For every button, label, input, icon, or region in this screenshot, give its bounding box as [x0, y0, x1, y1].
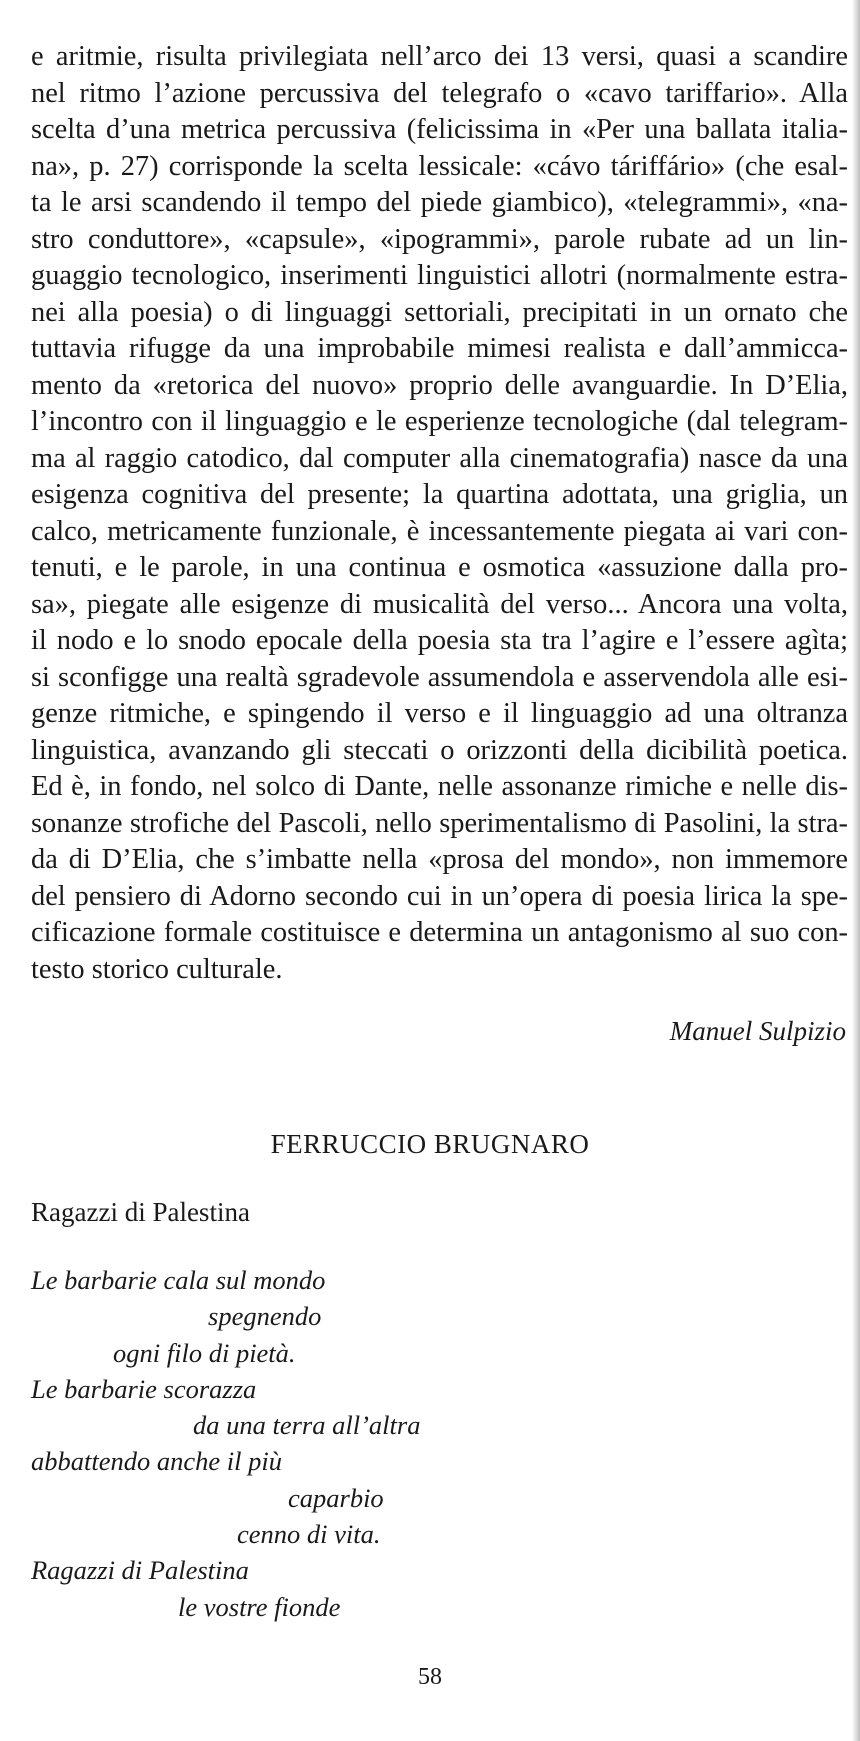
poem-verse: spegnendo — [208, 1301, 322, 1332]
page-number: 58 — [418, 1664, 442, 1690]
essay-line: nei alla poesia) o di linguaggi settoriali, precipitati in un ornato che — [31, 296, 848, 328]
poem-verse: Ragazzi di Palestina — [31, 1555, 249, 1586]
essay-line: na», p. 27) corrisponde la scelta lessicale: «cávo táriffário» (che esal- — [31, 150, 848, 182]
essay-text — [31, 39, 848, 988]
essay-line: calco, metricamente funzionale, è incessantemente piegata ai vari con- — [31, 515, 848, 547]
essay-line: esigenza cognitiva del presente; la quartina adottata, una griglia, un — [31, 479, 848, 510]
section-author-heading: FERRUCCIO BRUGNARO — [270, 1129, 590, 1159]
poem-title: Ragazzi di Palestina — [31, 1197, 250, 1227]
essay-line: si sconfigge una realtà sgradevole assumendola e asservendola alle esi- — [31, 661, 848, 693]
essay-line: sa», piegate alle esigenze di musicalità del verso... Ancora una volta, — [31, 588, 848, 620]
essay-line-last: testo storico culturale. — [31, 953, 283, 985]
essay-line: l’incontro con il linguaggio e le esperienze tecnologiche (dal telegram- — [31, 406, 848, 437]
poem-verse: abbattendo anche il più — [31, 1446, 282, 1477]
poem-verse: cenno di vita. — [237, 1519, 381, 1550]
essay-line: tenuti, e le parole, in una continua e osmotica «assuzione dalla pro- — [31, 552, 848, 583]
essay-line: e aritmie, risulta privilegiata nell’arco dei 13 versi, quasi a scandire — [31, 41, 848, 72]
essay-line: genze ritmiche, e spingendo il verso e il linguaggio ad una oltranza — [31, 698, 848, 729]
essay-line: del pensiero di Adorno secondo cui in un’opera di poesia lirica la spe- — [31, 880, 848, 912]
essay-line: mento da «retorica del nuovo» proprio delle avanguardie. In D’Elia, — [31, 369, 848, 401]
essay-line: linguistica, avanzando gli steccati o orizzonti della dicibilità poetica. — [31, 734, 848, 766]
essay-line: tuttavia rifugge da una improbabile mimesi realista e dall’ammicca- — [31, 333, 848, 364]
essay-line: nel ritmo l’azione percussiva del telegrafo o «cavo tariffario». Alla — [31, 77, 848, 109]
poem-verse: Le barbarie scorazza — [31, 1373, 257, 1404]
poem-verse: le vostre fionde — [178, 1591, 341, 1622]
poem-verse: caparbio — [288, 1482, 384, 1513]
poem-verse: da una terra all’altra — [193, 1410, 421, 1441]
essay-line: da di D’Elia, che s’imbatte nella «prosa del mondo», non immemore — [31, 844, 848, 875]
essay-line: ma al raggio catodico, dal computer alla cinematografia) nasce da una — [31, 442, 848, 474]
essay-signature: Manuel Sulpizio — [669, 1016, 846, 1046]
essay-line: scelta d’una metrica percussiva (felicissima in «Per una ballata italia- — [31, 114, 848, 145]
essay-line: il nodo e lo snodo epocale della poesia sta tra l’agire e l’essere agìta; — [31, 625, 848, 656]
poem-verses — [0, 1262, 860, 1625]
essay-line: stro conduttore», «capsule», «ipogrammi», parole rubate ad un lin- — [31, 223, 848, 255]
essay-line: cificazione formale costituisce e determina un antagonismo al suo con- — [31, 917, 848, 948]
essay-line: guaggio tecnologico, inserimenti linguistici allotri (normalmente estra- — [31, 260, 848, 291]
essay-line: Ed è, in fondo, nel solco di Dante, nelle assonanze rimiche e nelle dis- — [31, 771, 848, 802]
essay-line: ta le arsi scandendo il tempo del piede giambico), «telegrammi», «na- — [31, 187, 848, 218]
essay-line: sonanze strofiche del Pascoli, nello sperimentalismo di Pasolini, la stra- — [31, 807, 848, 839]
poem-verse: Le barbarie cala sul mondo — [31, 1265, 326, 1295]
poem-verse: ogni filo di pietà. — [113, 1337, 296, 1368]
